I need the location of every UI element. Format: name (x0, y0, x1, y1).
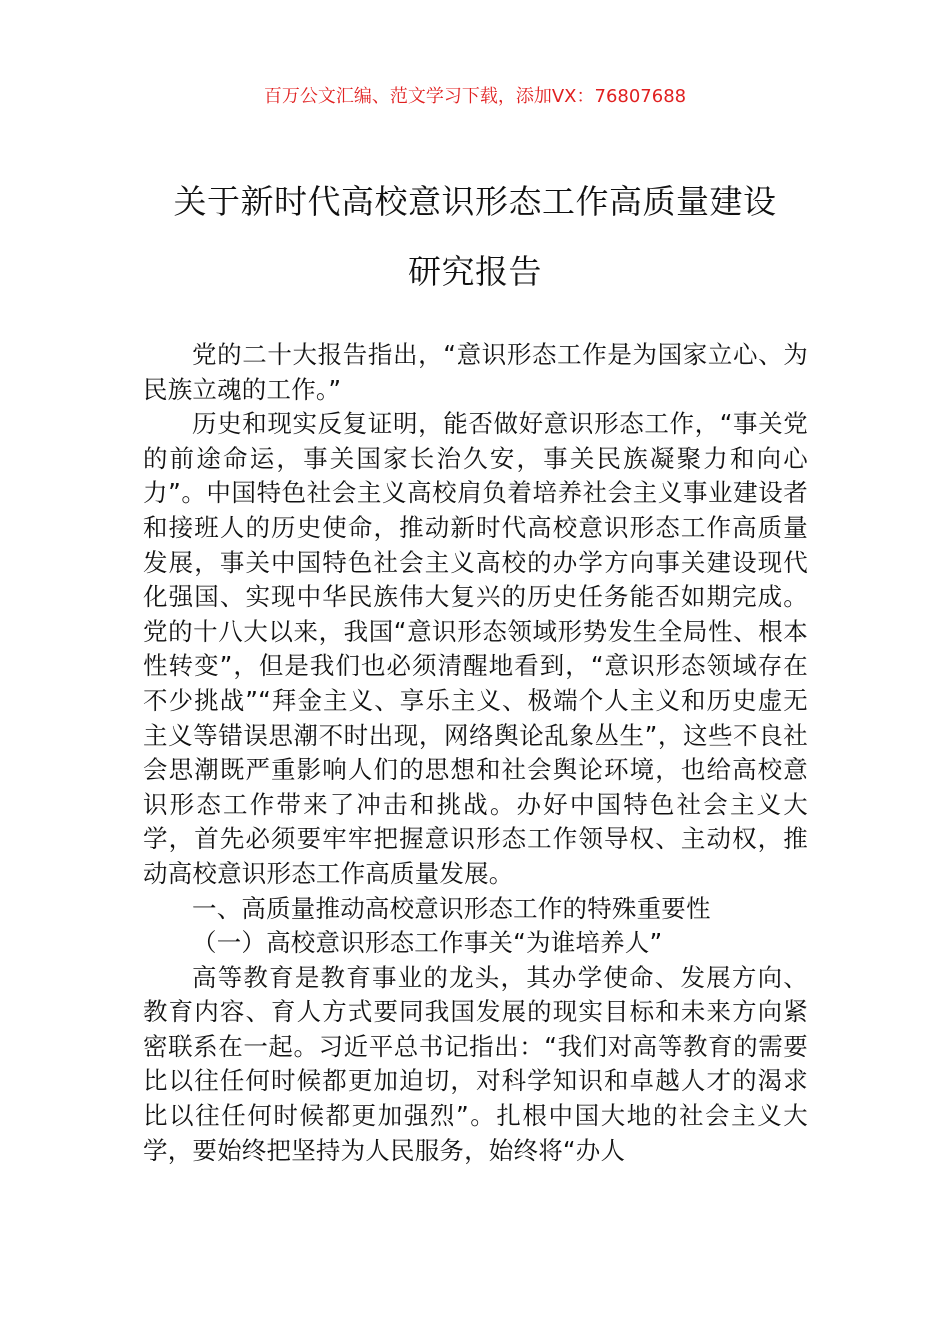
paragraph-history: 历史和现实反复证明，能否做好意识形态工作，“事关党的前途命运，事关国家长治久安，事关民族凝聚力和向心力”。中国特色社会主义高校肩负着培养社会主义事业建设者和接班人的历史使命，推动新时代高校意识形态工作高质量发展，事关中国特色社会主义高校的办学方向事关建设现代化强国、实现中华民族伟大复兴的历史任务能否如期完成。党的十八大以来，我国“意识形态领域形势发生全局性、根本性转变”，但是我们也必须清醒地看到，“意识形态领域存在不少挑战”“拜金主义、享乐主义、极端个人主义和历史虚无主义等错误思潮不时出现，网络舆论乱象丛生”，这些不良社会思潮既严重影响人们的思想和社会舆论环境，也给高校意识形态工作带来了冲击和挑战。办好中国特色社会主义大学，首先必须要牢牢把握意识形态工作领导权、主动权，推动高校意识形态工作高质量发展。 (143, 409, 808, 888)
section-heading-1: 一、高质量推动高校意识形态工作的特殊重要性 (192, 893, 711, 923)
watermark-banner: 百万公文汇编、范文学习下载，添加VX：76807688 (263, 86, 687, 107)
paragraph-intro-quote: 党的二十大报告指出，“意识形态工作是为国家立心、为民族立魂的工作。” (143, 340, 808, 404)
document-title-line-2: 研究报告 (408, 252, 542, 291)
paragraph-higher-education: 高等教育是教育事业的龙头，其办学使命、发展方向、教育内容、育人方式要同我国发展的现实目标和未来方向紧密联系在一起。习近平总书记指出：“我们对高等教育的需要比以往任何时候都更加迫切，对科学知识和卓越人才的渴求比以往任何时候都更加强烈”。扎根中国大地的社会主义大学，要始终把坚持为人民服务，始终将“办人 (143, 962, 808, 1165)
document-body (143, 338, 808, 1168)
subsection-heading-1-1: （一）高校意识形态工作事关“为谁培养人” (192, 928, 663, 958)
document-title-line-1: 关于新时代高校意识形态工作高质量建设 (173, 182, 777, 221)
